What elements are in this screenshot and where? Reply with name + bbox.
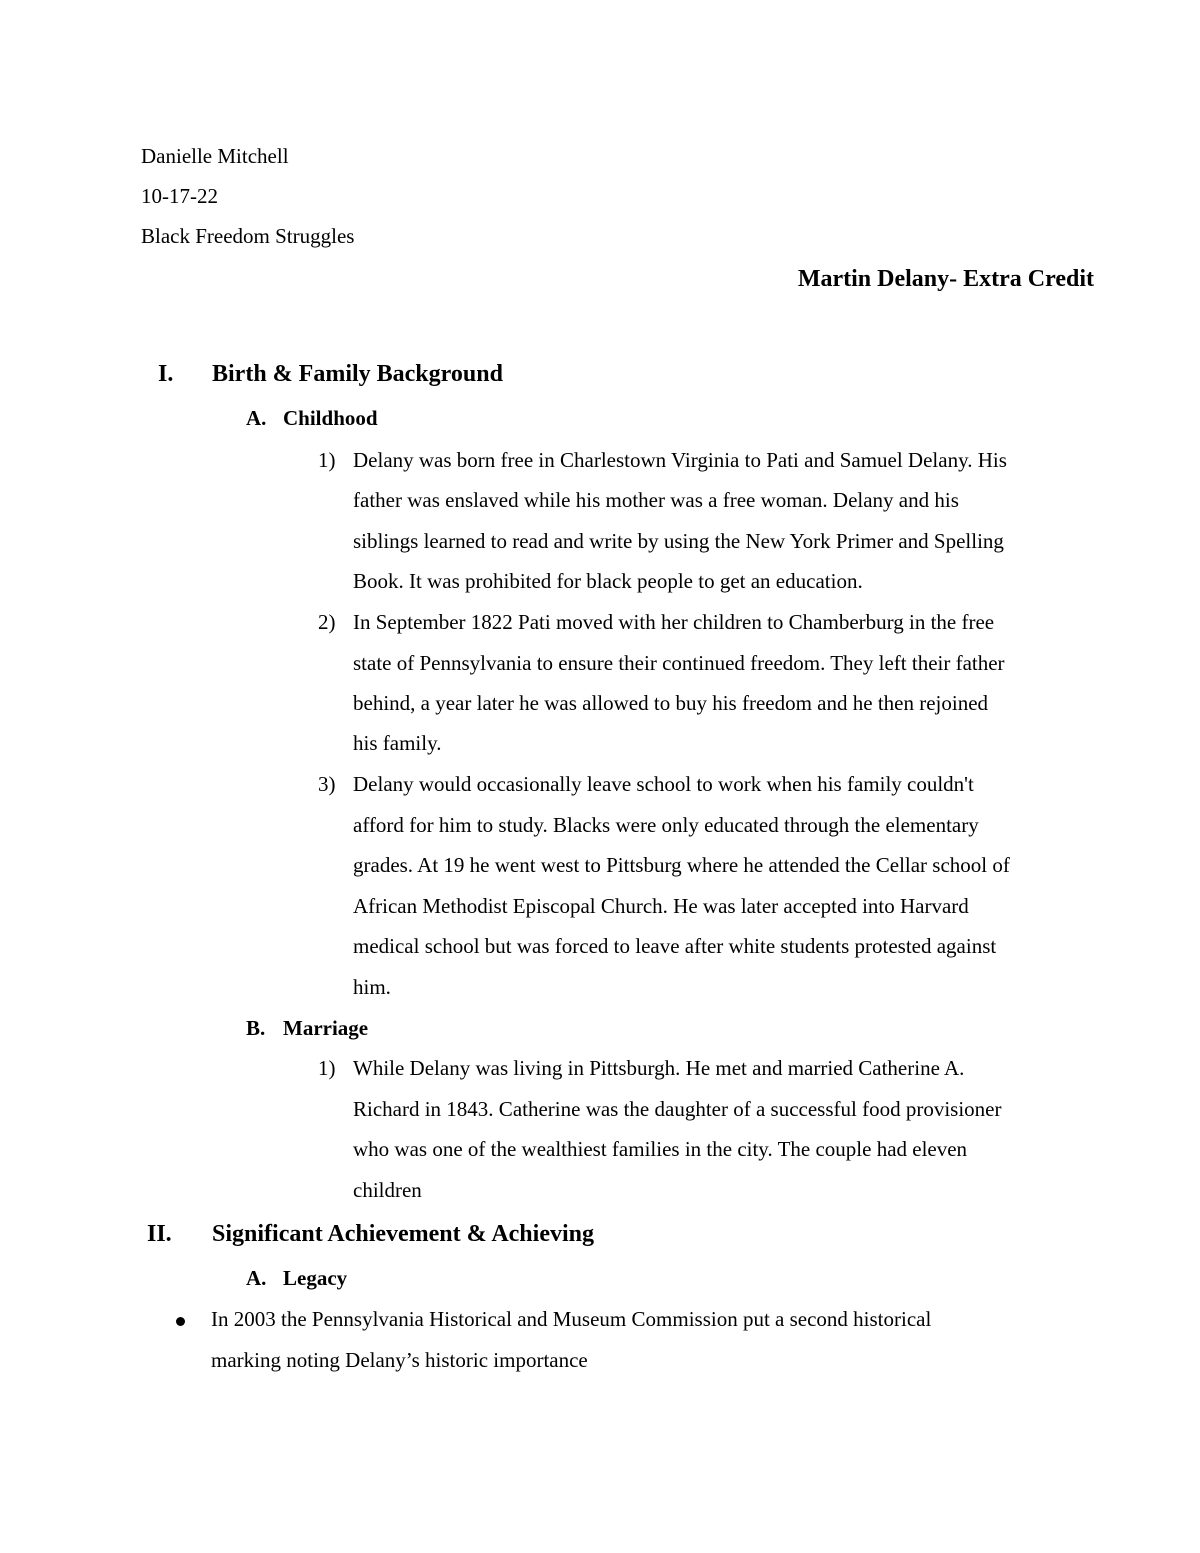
section-1-numeral: I. bbox=[158, 361, 174, 387]
list-item-line: afford for him to study. Blacks were only educated through the elementary bbox=[353, 813, 979, 837]
list-item-line: behind, a year later he was allowed to buy his freedom and he then rejoined bbox=[353, 691, 989, 715]
list-item-number: 3) bbox=[318, 772, 336, 796]
list-item-line: father was enslaved while his mother was a free woman. Delany and his bbox=[353, 488, 959, 512]
bullet-icon bbox=[176, 1317, 185, 1326]
section-2-heading: Significant Achievement & Achieving bbox=[212, 1221, 594, 1247]
list-item-line: grades. At 19 he went west to Pittsburg where he attended the Cellar school of bbox=[353, 853, 1010, 877]
list-item-line: who was one of the wealthiest families in the city. The couple had eleven bbox=[353, 1137, 968, 1161]
list-item-line: Book. It was prohibited for black people to get an education. bbox=[353, 569, 863, 593]
document-date: 10-17-22 bbox=[141, 184, 218, 208]
list-item-number: 1) bbox=[318, 1056, 336, 1080]
section-2-numeral: II. bbox=[147, 1221, 172, 1247]
list-item-line: him. bbox=[353, 975, 391, 999]
subsection-a-heading: Childhood bbox=[283, 406, 378, 430]
list-item-line: Delany would occasionally leave school to work when his family couldn't bbox=[353, 772, 974, 796]
list-item-number: 1) bbox=[318, 448, 336, 472]
list-item-line: medical school but was forced to leave after white students protested against bbox=[353, 934, 997, 958]
list-item-line: In September 1822 Pati moved with her children to Chamberburg in the free bbox=[353, 610, 995, 634]
bullet-line: marking noting Delany’s historic importance bbox=[211, 1348, 588, 1372]
subsection-legacy-heading: Legacy bbox=[283, 1266, 348, 1290]
author-name: Danielle Mitchell bbox=[141, 144, 289, 168]
list-item-line: his family. bbox=[353, 731, 442, 755]
list-item-line: siblings learned to read and write by using the New York Primer and Spelling bbox=[353, 529, 1004, 553]
subsection-a-letter: A. bbox=[246, 406, 267, 430]
list-item-line: state of Pennsylvania to ensure their continued freedom. They left their father bbox=[353, 651, 1005, 675]
section-1-heading: Birth & Family Background bbox=[212, 361, 503, 387]
course-name: Black Freedom Struggles bbox=[141, 224, 355, 248]
subsection-legacy-letter: A. bbox=[246, 1266, 267, 1290]
subsection-b-letter: B. bbox=[246, 1016, 266, 1040]
list-item-line: Delany was born free in Charlestown Virginia to Pati and Samuel Delany. His bbox=[353, 448, 1007, 472]
subsection-b-heading: Marriage bbox=[283, 1016, 369, 1040]
list-item-line: African Methodist Episcopal Church. He was later accepted into Harvard bbox=[353, 894, 969, 918]
document-title: Martin Delany- Extra Credit bbox=[797, 266, 1094, 292]
list-item-line: While Delany was living in Pittsburgh. He met and married Catherine A. bbox=[353, 1056, 965, 1080]
list-item-line: Richard in 1843. Catherine was the daughter of a successful food provisioner bbox=[353, 1097, 1002, 1121]
list-item-number: 2) bbox=[318, 610, 336, 634]
bullet-line: In 2003 the Pennsylvania Historical and Museum Commission put a second historical bbox=[211, 1307, 932, 1331]
list-item-line: children bbox=[353, 1178, 422, 1202]
